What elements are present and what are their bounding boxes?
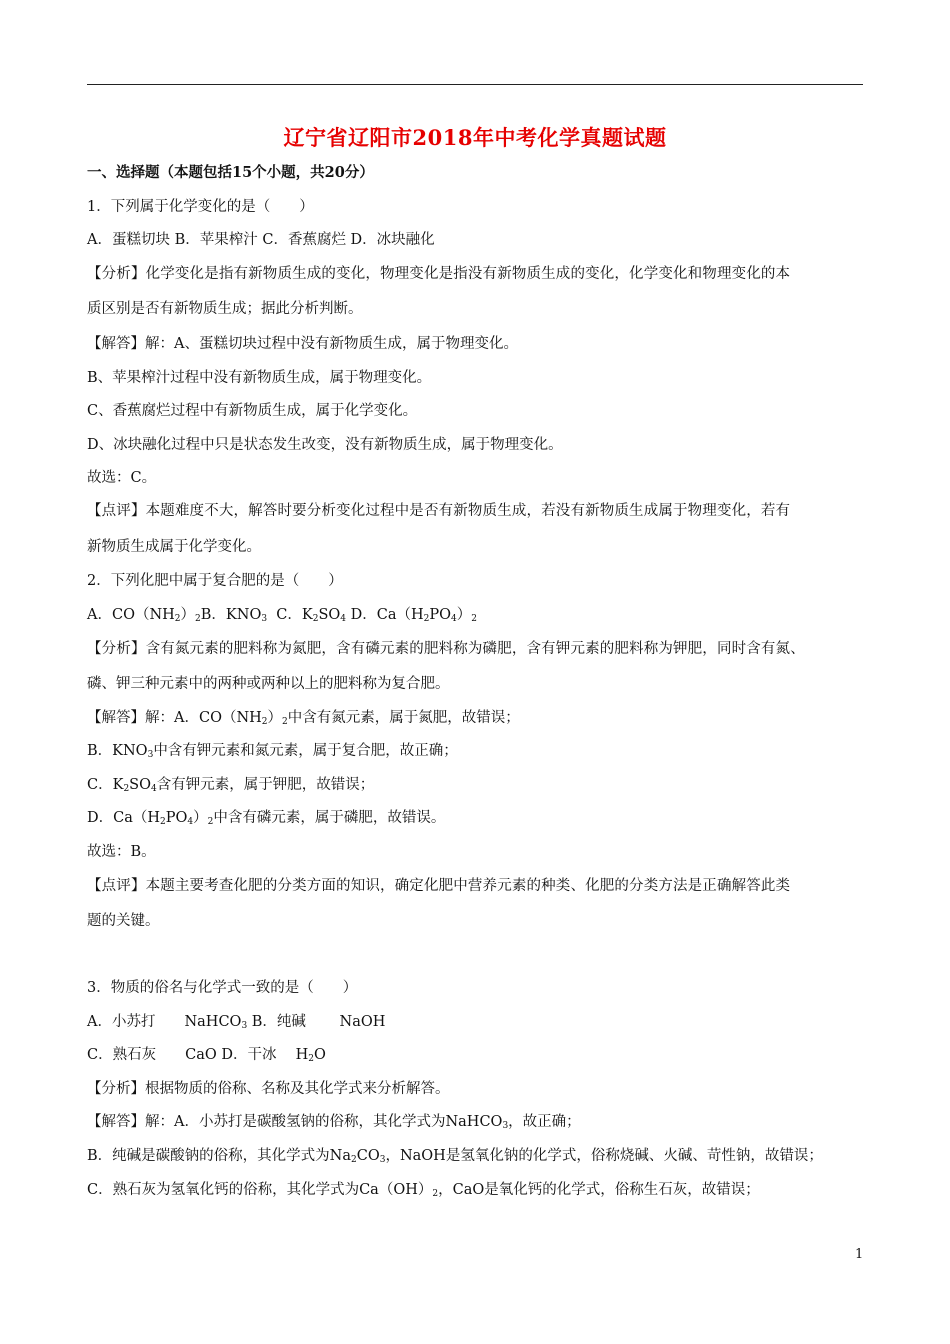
page-number: 1	[855, 1247, 864, 1262]
q2-answer-d: D．$Ca(H_2PO_4)_2$中含有磷元素，属于磷肥，故错误。	[87, 810, 446, 827]
q3-answer-b: B．纯碱是碳酸钠的俗称，其化学式为$Na_2CO_3$，NaOH是氢氧化钠的化学式，俗称烧碱、火碱、苛性钠，故错误；	[87, 1148, 823, 1165]
q3-analysis: 【分析】根据物质的俗称、名称及其化学式来分析解答。	[87, 1081, 450, 1097]
q3-answer-c: C．熟石灰为氢氧化钙的俗称，其化学式为$Ca(OH)_2$，CaO是氧化钙的化学式，俗称生石灰，故错误；	[87, 1182, 760, 1199]
q1-analysis-line2: 质区别是否有新物质生成；据此分析判断。	[87, 301, 363, 317]
q1-choice: 故选：C。	[87, 470, 157, 486]
q1-answer-line3: C、香蕉腐烂过程中有新物质生成，属于化学变化。	[87, 403, 418, 419]
q3-options-cd: C．熟石灰 CaO D．干冰 $H_2O$	[87, 1047, 326, 1064]
q2-answer-b: B．$KNO_3$中含有钾元素和氮元素，属于复合肥，故正确；	[87, 743, 458, 760]
q2-analysis-line1: 【分析】含有氮元素的肥料称为氮肥，含有磷元素的肥料称为磷肥，含有钾元素的肥料称为钾肥，同时含有氮、	[87, 641, 805, 657]
page-title: 辽宁省辽阳市2018年中考化学真题试题	[283, 125, 667, 150]
q2-choice: 故选：B。	[87, 844, 156, 860]
q2-comment-line1: 【点评】本题主要考查化肥的分类方面的知识，确定化肥中营养元素的种类、化肥的分类方法是正确解答此类	[87, 878, 791, 894]
q3-options-ab: A．小苏打 NaHCO$_3$ B．纯碱 NaOH	[87, 1014, 386, 1031]
q2-analysis-line2: 磷、钾三种元素中的两种或两种以上的肥料称为复合肥。	[87, 676, 450, 692]
q1-analysis-line1: 【分析】化学变化是指有新物质生成的变化，物理变化是指没有新物质生成的变化，化学变化和物理变化的本	[87, 266, 791, 282]
q1-answer-line1: 【解答】解：A、蛋糕切块过程中没有新物质生成，属于物理变化。	[87, 336, 518, 352]
q1-question: 1．下列属于化学变化的是（ ）	[87, 199, 314, 215]
q2-options: A．$CO(NH_2)_2B$．$KNO_3$ C．$K_2SO_4$ D．$Ca(H_2PO_4)_2$	[87, 607, 478, 624]
header-rule	[87, 84, 863, 85]
q1-answer-line2: B、苹果榨汁过程中没有新物质生成，属于物理变化。	[87, 370, 432, 386]
q3-answer-a: 【解答】解：A．小苏打是碳酸氢钠的俗称，其化学式为NaHCO$_3$，故正确；	[87, 1114, 581, 1131]
q2-comment-line2: 题的关键。	[87, 913, 160, 929]
q3-question: 3．物质的俗名与化学式一致的是（ ）	[87, 980, 358, 996]
q1-options: A．蛋糕切块 B．苹果榨汁 C．香蕉腐烂 D．冰块融化	[87, 232, 435, 248]
q2-question: 2．下列化肥中属于复合肥的是（ ）	[87, 573, 343, 589]
q2-answer-c: C．$K_2SO_4$含有钾元素，属于钾肥，故错误；	[87, 777, 375, 794]
section-heading: 一、选择题（本题包括15个小题，共20分）	[87, 164, 374, 181]
q1-answer-line4: D、冰块融化过程中只是状态发生改变，没有新物质生成，属于物理变化。	[87, 437, 563, 453]
q1-comment-line2: 新物质生成属于化学变化。	[87, 539, 261, 555]
q1-comment-line1: 【点评】本题难度不大，解答时要分析变化过程中是否有新物质生成，若没有新物质生成属于物理变化，若有	[87, 503, 791, 519]
q2-answer-a: 【解答】解：A．$CO(NH_2)_2$中含有氮元素，属于氮肥，故错误；	[87, 710, 520, 727]
